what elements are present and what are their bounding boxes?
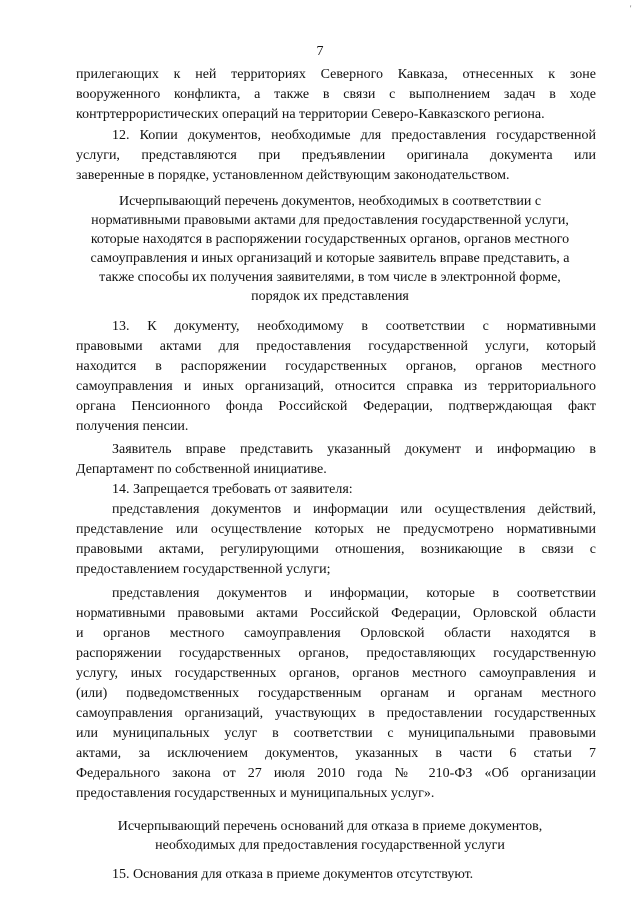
text-line: представления документов и информации, которые в соответствии bbox=[112, 586, 596, 601]
text-line: органа Пенсионного фонда Российской Федерации, подтверждающая факт bbox=[76, 399, 596, 414]
text-line: 13. К документу, необходимому в соответствии с нормативными bbox=[112, 319, 596, 334]
text-line: Федерального закона от 27 июля 2010 года № 210-ФЗ «Об организации bbox=[76, 766, 596, 781]
text-line: (или) подведомственных государственным органам и органам местного bbox=[76, 686, 596, 701]
page-number: 7 bbox=[316, 44, 324, 59]
text-line: правовыми актами для предоставления государственной услуги, который bbox=[76, 339, 596, 354]
text-line: распоряжении государственных органов, предоставляющих государственную bbox=[76, 646, 596, 661]
text-line: 15. Основания для отказа в приеме документов отсутствуют. bbox=[112, 867, 474, 882]
section-heading-line: самоуправления и иных организаций и которые заявитель вправе представить, а bbox=[90, 251, 570, 266]
text-line: правовыми актами, регулирующими отношения, возникающие в связи с bbox=[76, 542, 596, 557]
section-heading-line: также способы их получения заявителями, в том числе в электронной форме, bbox=[99, 270, 561, 285]
text-line: вооруженного конфликта, а также в связи с выполнением задач в ходе bbox=[76, 87, 596, 102]
text-line: предоставления государственных и муниципальных услуг». bbox=[76, 786, 435, 801]
text-line: представления документов и информации или осуществления действий, bbox=[112, 502, 596, 517]
section-heading-line: нормативными правовыми актами для предоставления государственной услуги, bbox=[91, 213, 569, 228]
section-heading-line: Исчерпывающий перечень оснований для отказа в приеме документов, bbox=[117, 819, 543, 834]
section-heading-line: порядок их представления bbox=[251, 289, 409, 304]
text-line: предоставлением государственной услуги; bbox=[76, 562, 331, 577]
text-line: услуги, представляются при предъявлении оригинала документа или bbox=[76, 148, 596, 163]
section-heading-line: необходимых для предоставления государственной услуги bbox=[155, 838, 505, 853]
text-line: Заявитель вправе представить указанный документ и информацию в bbox=[112, 442, 596, 457]
text-line: находится в распоряжении государственных органов, органов местного bbox=[76, 359, 596, 374]
section-heading-line: которые находятся в распоряжении государственных органов, органов местного bbox=[90, 232, 570, 247]
text-line: представление или осуществление которых не предусмотрено нормативными bbox=[76, 522, 596, 537]
text-line: получения пенсии. bbox=[76, 419, 189, 434]
text-line: 14. Запрещается требовать от заявителя: bbox=[112, 482, 353, 497]
text-line: прилегающих к ней территориях Северного Кавказа, отнесенных к зоне bbox=[76, 67, 596, 82]
text-line: заверенные в порядке, установленном действующим законодательством. bbox=[76, 168, 510, 183]
section-heading-line: Исчерпывающий перечень документов, необходимых в соответствии с bbox=[118, 194, 542, 209]
corner-mark: ' bbox=[630, 4, 632, 13]
text-line: 12. Копии документов, необходимые для предоставления государственной bbox=[112, 128, 596, 143]
text-line: нормативными правовыми актами Российской Федерации, Орловской области bbox=[76, 606, 596, 621]
text-line: Департамент по собственной инициативе. bbox=[76, 462, 327, 477]
text-line: контртеррористических операций на территории Северо-Кавказского региона. bbox=[76, 107, 545, 122]
text-line: самоуправления и иных организаций, относится справка из территориального bbox=[76, 379, 596, 394]
text-line: или муниципальных услуг в соответствии с муниципальными правовыми bbox=[76, 726, 596, 741]
text-line: и органов местного самоуправления Орловской области находятся в bbox=[76, 626, 596, 641]
text-line: актами, за исключением документов, указанных в части 6 статьи 7 bbox=[76, 746, 596, 761]
text-line: услугу, иных государственных органов, органов местного самоуправления и bbox=[76, 666, 596, 681]
text-line: самоуправления организаций, участвующих в предоставлении государственных bbox=[76, 706, 596, 721]
